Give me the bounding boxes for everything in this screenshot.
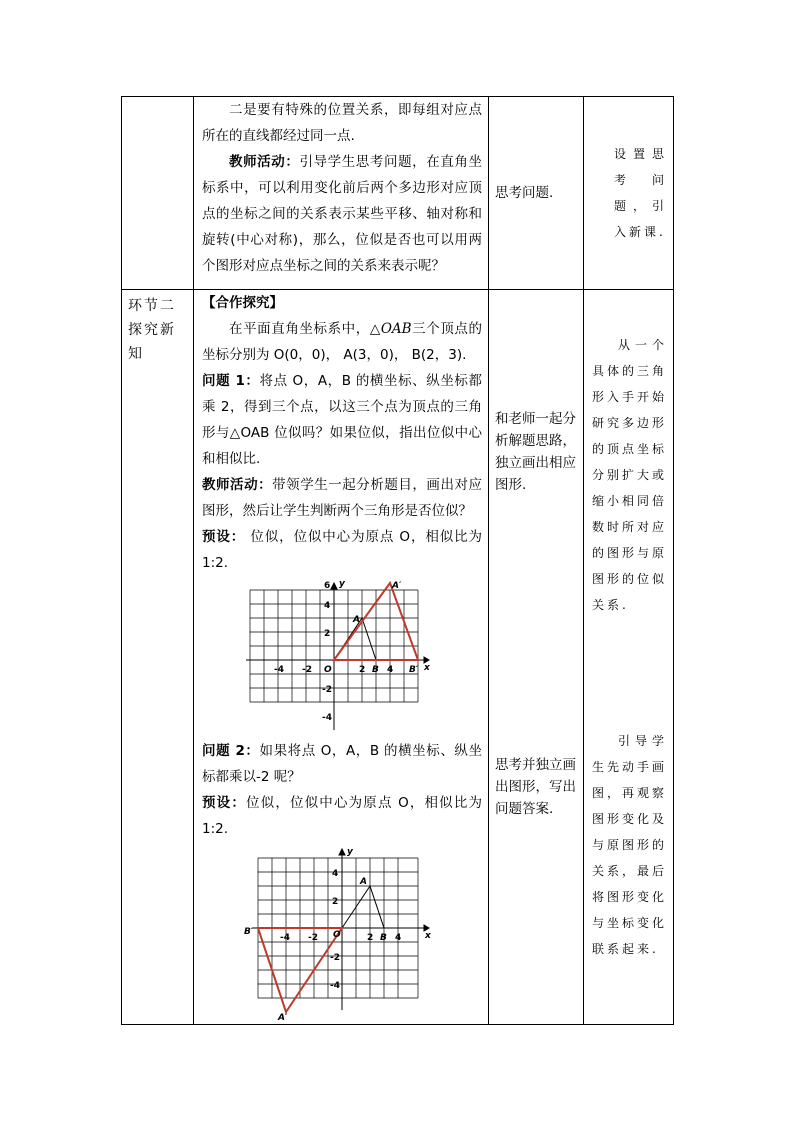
student-activity-2: 思考并独立画出图形，写出问题答案. bbox=[495, 757, 576, 817]
graph-1-labels bbox=[274, 580, 431, 723]
y-tick: 4 bbox=[324, 601, 331, 611]
paragraph-condition: 二是要有特殊的位置关系，即每组对应点所在的直线都经过同一点. bbox=[202, 102, 482, 144]
table-row bbox=[122, 290, 674, 1025]
table-row bbox=[122, 97, 674, 290]
point-label: O bbox=[333, 930, 341, 940]
teacher-text: 带领学生一起分析题目，画出对应图形，然后让学生判断两个三角形是否位似？ bbox=[202, 477, 483, 519]
point-label: A′ bbox=[278, 1013, 288, 1020]
question-2-label: 问题 2： bbox=[202, 743, 260, 759]
preset-1-text: 位似，位似中心为原点 O，相似比为 1:2. bbox=[202, 529, 482, 571]
student-cell-explore bbox=[489, 290, 584, 1025]
design-intent: 设置思考问题，引入新课. bbox=[614, 147, 667, 239]
triangle-name: △OAB bbox=[369, 321, 412, 337]
preset-2-text: 位似，位似中心为原点 O，相似比为 1:2. bbox=[202, 795, 483, 837]
point-label: A bbox=[353, 615, 360, 625]
preset-1 bbox=[202, 524, 482, 576]
preset-1-label: 预设： bbox=[202, 529, 246, 545]
design-intent-2: 引导学生先动手画图，再观察图形变化及与原图形的关系，最后将图形变化与坐标变化联系起来. bbox=[592, 734, 668, 956]
question-1 bbox=[202, 368, 482, 472]
x-tick: 4 bbox=[387, 665, 394, 675]
y-tick: 4 bbox=[332, 869, 339, 879]
y-tick: 2 bbox=[324, 629, 331, 639]
section-heading: 【合作探究】 bbox=[202, 295, 283, 311]
lesson-table bbox=[121, 96, 674, 1025]
coordinate-graph-2 bbox=[202, 848, 482, 1020]
y-tick: -4 bbox=[330, 981, 340, 991]
question-2-text: 如果将点 O，A，B 的横坐标、纵坐标都乘以-2 呢？ bbox=[202, 743, 482, 785]
y-axis-label: y bbox=[339, 580, 345, 589]
y-tick: -4 bbox=[322, 713, 332, 723]
point-label: B bbox=[380, 933, 387, 943]
intent-cell-explore bbox=[584, 290, 674, 1025]
design-intent-1: 从一个具体的三角形入手开始研究多边形的顶点坐标分别扩大或缩小相同倍数时所对应的图形与原图形的位似关系. bbox=[592, 338, 668, 612]
y-axis-label: y bbox=[347, 848, 353, 857]
point-label: B′ bbox=[244, 927, 254, 937]
intent-cell bbox=[584, 97, 674, 290]
x-tick: 2 bbox=[359, 665, 366, 675]
x-tick: 2 bbox=[367, 933, 374, 943]
y-tick: -2 bbox=[330, 953, 340, 963]
preset-2 bbox=[202, 790, 482, 842]
x-tick: -2 bbox=[302, 665, 312, 675]
stage-cell bbox=[122, 290, 194, 1025]
student-activity-1: 和老师一起分析解题思路，独立画出相应图形. bbox=[495, 411, 576, 493]
point-label: B bbox=[372, 665, 379, 675]
question-1-text: 将点 O，A，B 的横坐标、纵坐标都乘 2，得到三个点，以这三个点为顶点的三角形与△OAB 位似吗？如果位似，指出位似中心和相似比. bbox=[202, 373, 482, 467]
point-label: A′ bbox=[392, 581, 402, 591]
x-axis-label: x bbox=[425, 931, 431, 941]
stage-label: 环节二 探究新知 bbox=[128, 298, 176, 362]
stage-cell-empty bbox=[122, 97, 194, 290]
original-triangle-2 bbox=[342, 886, 384, 928]
y-tick: 2 bbox=[332, 897, 339, 907]
teacher-label: 教师活动： bbox=[202, 477, 273, 493]
point-label: A bbox=[360, 877, 367, 887]
x-axis-label: x bbox=[424, 663, 430, 673]
teacher-text: 引导学生思考问题，在直角坐标系中，可以利用变化前后两个多边形对应顶点的坐标之间的关系表示某些平移、轴对称和旋转(中心对称)，那么，位似是否也可以用两个图形对应点坐标之间的关系来表示呢？ bbox=[202, 154, 483, 274]
question-2 bbox=[202, 738, 482, 790]
question-1-label: 问题 1： bbox=[202, 373, 260, 389]
x-tick: -4 bbox=[274, 665, 284, 675]
preset-2-label: 预设： bbox=[202, 795, 246, 811]
paragraph-teacher-activity bbox=[202, 149, 482, 279]
intro-text: 在平面直角坐标系中， bbox=[229, 321, 370, 337]
point-label: O bbox=[324, 665, 332, 675]
paragraph-intro bbox=[202, 316, 482, 368]
teacher-activity-2 bbox=[202, 472, 482, 524]
student-cell bbox=[489, 97, 584, 290]
student-activity: 思考问题. bbox=[495, 185, 554, 201]
x-tick: -2 bbox=[308, 933, 318, 943]
x-tick: -4 bbox=[280, 933, 290, 943]
y-tick: 6 bbox=[324, 581, 331, 591]
teacher-label: 教师活动： bbox=[229, 154, 300, 170]
x-tick: 4 bbox=[395, 933, 402, 943]
point-label: B′ bbox=[409, 665, 419, 675]
main-cell-explore bbox=[194, 290, 489, 1025]
intro-coords: 三个顶点的坐标分别为 O(0，0)， A(3，0)， B(2，3). bbox=[202, 321, 483, 363]
y-tick: -2 bbox=[322, 685, 332, 695]
coordinate-graph-1 bbox=[202, 580, 482, 730]
main-cell-intro bbox=[194, 97, 489, 290]
